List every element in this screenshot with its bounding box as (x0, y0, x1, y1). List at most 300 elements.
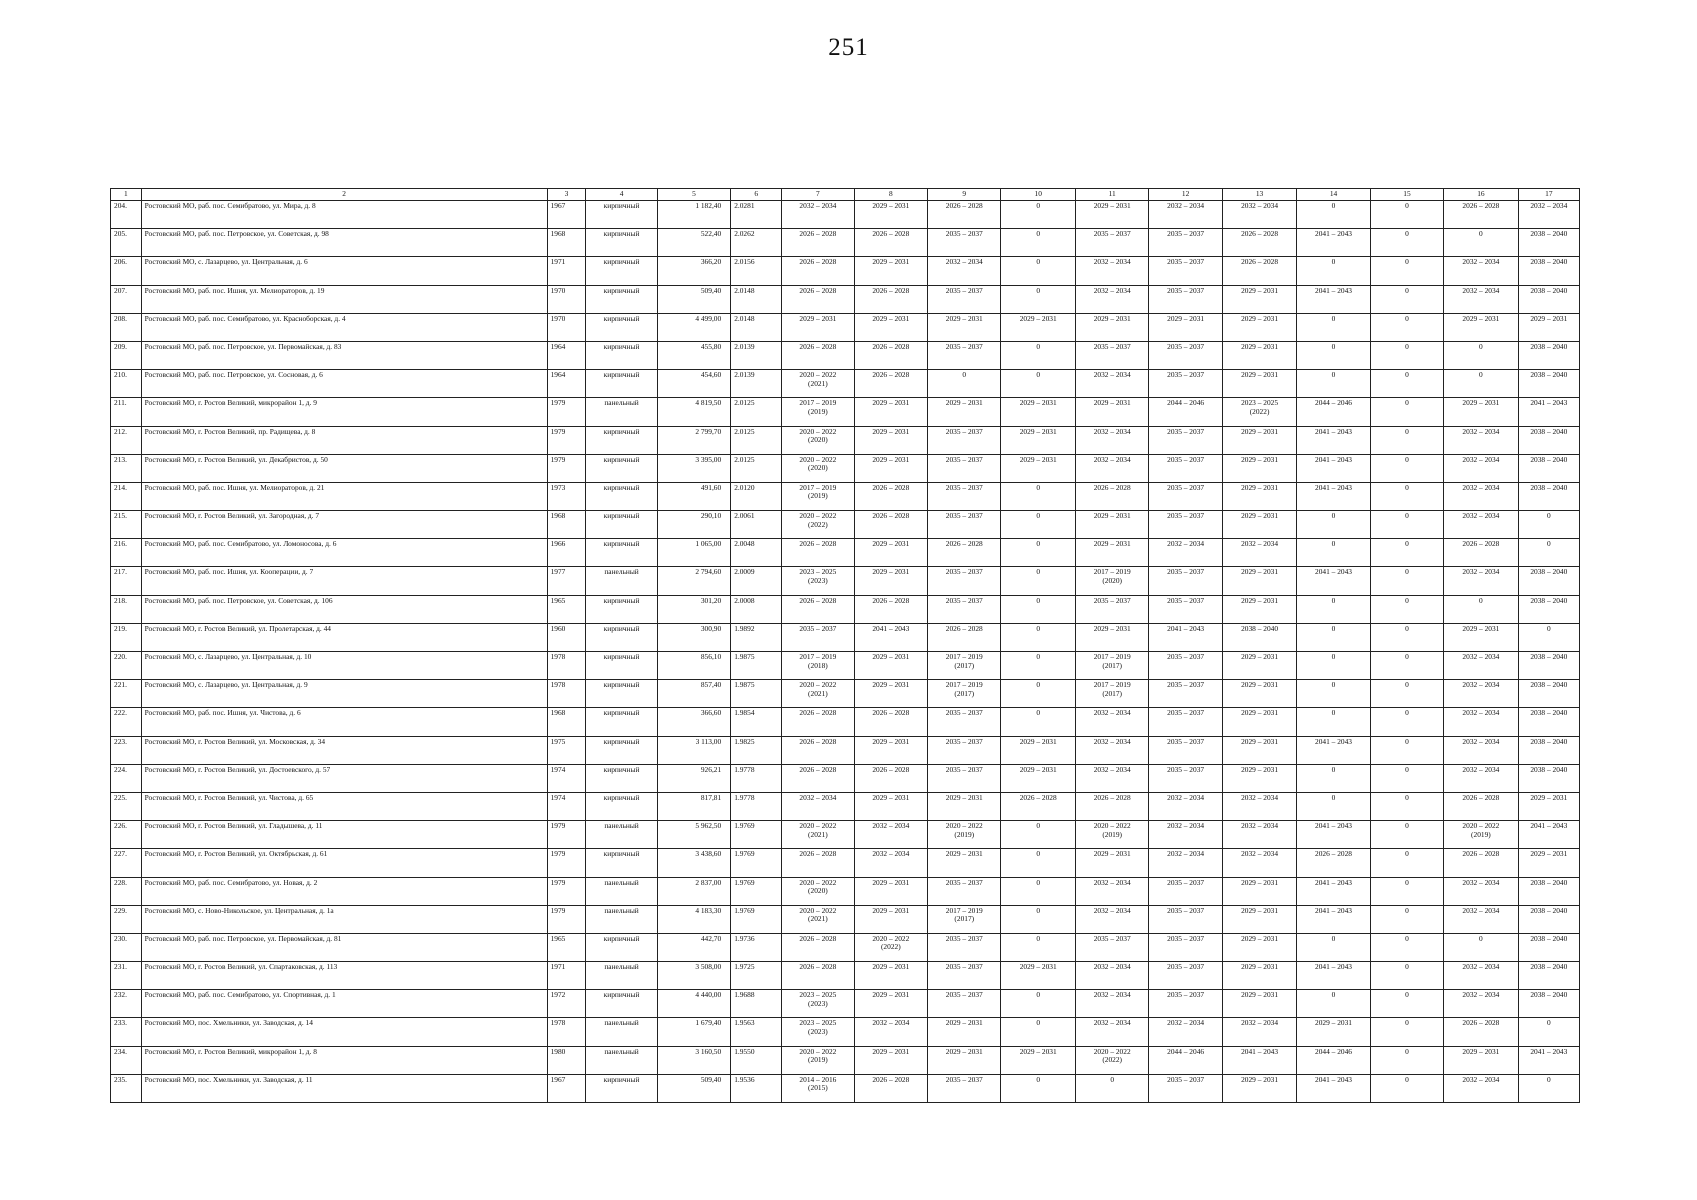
period-cell-13 (1222, 905, 1296, 933)
row-number: 221. (111, 680, 142, 708)
table-row (111, 933, 1580, 961)
period-range: 2029 – 2031 (872, 792, 910, 802)
period-actual-year: (2022) (1102, 1055, 1123, 1065)
address-cell: Ростовский МО, г. Ростов Великий, микрорайон 1, д. 9 (141, 398, 547, 426)
coefficient-cell: 2.0281 (731, 201, 782, 229)
period-range: 0 (1405, 821, 1409, 831)
period-range: 2032 – 2034 (1167, 821, 1205, 831)
period-range: 2029 – 2031 (1241, 285, 1279, 295)
period-cell-12 (1149, 990, 1222, 1018)
address-cell: Ростовский МО, с. Лазарцево, ул. Центральная, д. 9 (141, 680, 547, 708)
period-range: 2032 – 2034 (1462, 962, 1500, 972)
period-cell-10 (1001, 567, 1075, 595)
period-range: 0 (1405, 652, 1409, 661)
period-cell-7 (782, 257, 854, 285)
row-number: 208. (111, 313, 142, 341)
period-cell-7 (782, 623, 854, 651)
period-cell-13 (1222, 623, 1296, 651)
area-cell: 4 183,30 (657, 905, 730, 933)
period-range: 2035 – 2037 (1167, 736, 1205, 746)
address-cell: Ростовский МО, раб. пос. Ишня, ул. Кооперации, д. 7 (141, 567, 547, 595)
year-cell: 1965 (547, 595, 586, 623)
period-range: 2029 – 2031 (1093, 539, 1131, 549)
row-number: 213. (111, 454, 142, 482)
period-range: 2038 – 2040 (1530, 708, 1568, 718)
table-row (111, 680, 1580, 708)
period-range: 2026 – 2028 (1462, 849, 1500, 859)
period-cell-10 (1001, 736, 1075, 764)
period-range: 2029 – 2031 (872, 201, 910, 210)
period-range: 2029 – 2031 (872, 539, 910, 549)
period-range: 0 (1036, 849, 1041, 859)
period-cell-13 (1222, 1046, 1296, 1074)
column-header-7: 7 (782, 189, 854, 201)
table-row (111, 285, 1580, 313)
period-range: 2032 – 2034 (1241, 201, 1279, 210)
period-range: 2032 – 2034 (1241, 1018, 1279, 1028)
period-range: 0 (1036, 595, 1041, 605)
period-range: 2035 – 2037 (1167, 652, 1205, 661)
period-cell-10 (1001, 370, 1075, 398)
period-range: 0 (1405, 877, 1409, 887)
period-cell-10 (1001, 680, 1075, 708)
period-range: 0 (1331, 652, 1336, 661)
material-cell: кирпичный (586, 680, 657, 708)
period-range: 0 (1405, 905, 1409, 915)
area-cell: 3 160,50 (657, 1046, 730, 1074)
period-range: 2041 – 2043 (1315, 736, 1352, 746)
period-cell-10 (1001, 285, 1075, 313)
period-cell-17 (1518, 849, 1579, 877)
period-range: 2029 – 2031 (1241, 736, 1279, 746)
period-range: 2032 – 2034 (1093, 454, 1131, 464)
period-cell-9 (928, 567, 1001, 595)
period-range: 2029 – 2031 (872, 426, 910, 436)
column-header-9: 9 (928, 189, 1001, 201)
period-cell-12 (1149, 285, 1222, 313)
period-cell-12 (1149, 567, 1222, 595)
period-actual-year: (2023) (808, 998, 828, 1008)
period-range: 2029 – 2031 (872, 257, 910, 267)
table-row (111, 370, 1580, 398)
year-cell: 1979 (547, 454, 586, 482)
area-cell: 366,20 (657, 257, 730, 285)
year-cell: 1979 (547, 849, 586, 877)
period-range: 2029 – 2031 (1241, 708, 1279, 718)
period-range: 2041 – 2043 (1315, 877, 1352, 887)
period-range: 2029 – 2031 (1241, 1074, 1279, 1084)
period-actual-year: (2015) (808, 1083, 828, 1093)
period-range: 2032 – 2034 (872, 849, 910, 859)
period-range: 2035 – 2037 (1167, 595, 1205, 605)
period-range: 2032 – 2034 (799, 201, 837, 210)
period-range: 0 (1405, 398, 1409, 408)
period-range: 2029 – 2031 (1093, 849, 1131, 859)
period-cell-12 (1149, 398, 1222, 426)
period-cell-7 (782, 905, 854, 933)
period-cell-10 (1001, 990, 1075, 1018)
period-cell-12 (1149, 426, 1222, 454)
period-cell-11 (1075, 708, 1148, 736)
period-cell-14 (1297, 623, 1370, 651)
period-cell-13 (1222, 1074, 1296, 1102)
period-cell-10 (1001, 313, 1075, 341)
period-cell-10 (1001, 539, 1075, 567)
period-actual-year: (2021) (808, 914, 828, 924)
coefficient-cell: 1.9536 (731, 1074, 782, 1102)
row-number: 219. (111, 623, 142, 651)
period-cell-14 (1297, 652, 1370, 680)
material-cell: кирпичный (586, 933, 657, 961)
period-cell-9 (928, 962, 1001, 990)
period-cell-9 (928, 1018, 1001, 1046)
period-actual-year: (2019) (808, 1055, 828, 1065)
column-header-2: 2 (141, 189, 547, 201)
period-cell-17 (1518, 482, 1579, 510)
period-range: 2032 – 2034 (1462, 482, 1500, 492)
period-cell-14 (1297, 792, 1370, 820)
year-cell: 1979 (547, 398, 586, 426)
period-cell-7 (782, 595, 854, 623)
coefficient-cell: 2.0148 (731, 313, 782, 341)
period-cell-10 (1001, 1074, 1075, 1102)
period-cell-15 (1370, 567, 1443, 595)
period-range: 2029 – 2031 (1019, 426, 1057, 436)
period-cell-10 (1001, 877, 1075, 905)
period-cell-11 (1075, 398, 1148, 426)
area-cell: 454,60 (657, 370, 730, 398)
period-range: 0 (1479, 370, 1483, 380)
period-range: 2038 – 2040 (1530, 341, 1568, 351)
period-cell-11 (1075, 1074, 1148, 1102)
period-range: 2029 – 2031 (872, 905, 910, 915)
coefficient-cell: 1.9854 (731, 708, 782, 736)
period-range: 2026 – 2028 (1462, 201, 1500, 210)
period-cell-10 (1001, 426, 1075, 454)
period-cell-16 (1444, 1074, 1518, 1102)
period-range: 0 (1331, 257, 1336, 267)
period-cell-16 (1444, 229, 1518, 257)
period-cell-9 (928, 595, 1001, 623)
period-cell-10 (1001, 398, 1075, 426)
period-actual-year: (2019) (808, 406, 828, 416)
period-cell-10 (1001, 201, 1075, 229)
period-range: 2026 – 2028 (799, 933, 837, 943)
address-cell: Ростовский МО, с. Лазарцево, ул. Центральная, д. 10 (141, 652, 547, 680)
row-number: 227. (111, 849, 142, 877)
period-cell-14 (1297, 1046, 1370, 1074)
period-cell-10 (1001, 341, 1075, 369)
period-actual-year: (2022) (808, 519, 828, 529)
table-row (111, 905, 1580, 933)
period-cell-11 (1075, 792, 1148, 820)
material-cell: панельный (586, 962, 657, 990)
period-range: 2038 – 2040 (1530, 229, 1568, 239)
period-range: 0 (1331, 539, 1336, 549)
material-cell: панельный (586, 1018, 657, 1046)
area-cell: 2 837,00 (657, 877, 730, 905)
table-header (111, 189, 1580, 201)
period-range: 2026 – 2028 (1093, 482, 1131, 492)
coefficient-cell: 1.9736 (731, 933, 782, 961)
year-cell: 1960 (547, 623, 586, 651)
period-range: 2020 – 2022 (1462, 821, 1500, 831)
period-cell-7 (782, 1018, 854, 1046)
period-cell-8 (854, 877, 927, 905)
period-range: 0 (1405, 792, 1409, 802)
period-cell-10 (1001, 933, 1075, 961)
period-cell-14 (1297, 962, 1370, 990)
period-range: 2029 – 2031 (1462, 1046, 1500, 1056)
year-cell: 1968 (547, 708, 586, 736)
period-range: 2035 – 2037 (945, 285, 983, 295)
coefficient-cell: 2.0139 (731, 370, 782, 398)
period-range: 2029 – 2031 (945, 1018, 983, 1028)
address-cell: Ростовский МО, раб. пос. Ишня, ул. Мелиораторов, д. 21 (141, 482, 547, 510)
area-cell: 926,21 (657, 764, 730, 792)
period-actual-year: (2020) (808, 463, 828, 473)
period-cell-16 (1444, 539, 1518, 567)
period-cell-9 (928, 736, 1001, 764)
period-cell-16 (1444, 652, 1518, 680)
period-cell-9 (928, 341, 1001, 369)
period-actual-year: (2018) (808, 660, 828, 670)
period-range: 2038 – 2040 (1530, 426, 1568, 436)
period-range: 0 (1405, 285, 1409, 295)
period-range: 2035 – 2037 (1093, 595, 1131, 605)
period-cell-7 (782, 680, 854, 708)
coefficient-cell: 1.9875 (731, 652, 782, 680)
address-cell: Ростовский МО, г. Ростов Великий, ул. Декабристов, д. 50 (141, 454, 547, 482)
period-range: 2032 – 2034 (1241, 792, 1279, 802)
period-cell-9 (928, 990, 1001, 1018)
year-cell: 1979 (547, 821, 586, 849)
period-cell-16 (1444, 313, 1518, 341)
period-cell-17 (1518, 1046, 1579, 1074)
period-range: 2020 – 2022 (1093, 821, 1131, 831)
period-range: 0 (1331, 201, 1336, 210)
address-cell: Ростовский МО, раб. пос. Ишня, ул. Мелиораторов, д. 19 (141, 285, 547, 313)
year-cell: 1966 (547, 539, 586, 567)
period-range: 2029 – 2031 (1019, 454, 1057, 464)
period-range: 0 (1405, 1018, 1409, 1028)
coefficient-cell: 1.9825 (731, 736, 782, 764)
address-cell: Ростовский МО, раб. пос. Семибратово, ул. Спортивная, д. 1 (141, 990, 547, 1018)
period-cell-15 (1370, 1018, 1443, 1046)
period-cell-16 (1444, 792, 1518, 820)
table-row (111, 877, 1580, 905)
area-cell: 366,60 (657, 708, 730, 736)
period-cell-15 (1370, 708, 1443, 736)
period-cell-14 (1297, 877, 1370, 905)
period-range: 2032 – 2034 (1462, 736, 1500, 746)
period-cell-14 (1297, 398, 1370, 426)
period-cell-8 (854, 1018, 927, 1046)
period-cell-11 (1075, 285, 1148, 313)
period-cell-14 (1297, 905, 1370, 933)
period-range: 0 (1546, 623, 1551, 633)
column-header-16: 16 (1444, 189, 1518, 201)
period-range: 2032 – 2034 (872, 1018, 910, 1028)
period-cell-13 (1222, 341, 1296, 369)
column-header-6: 6 (731, 189, 782, 201)
period-cell-13 (1222, 454, 1296, 482)
period-range: 2044 – 2046 (1167, 1046, 1205, 1056)
period-range: 2035 – 2037 (1167, 341, 1205, 351)
period-range: 2029 – 2031 (1241, 595, 1279, 605)
period-range: 2035 – 2037 (1167, 285, 1205, 295)
address-cell: Ростовский МО, раб. пос. Петровское, ул. Советская, д. 106 (141, 595, 547, 623)
period-cell-16 (1444, 680, 1518, 708)
row-number: 233. (111, 1018, 142, 1046)
period-range: 2041 – 2043 (1315, 454, 1352, 464)
period-range: 0 (1036, 482, 1041, 492)
period-range: 2029 – 2031 (1019, 764, 1057, 774)
table-row (111, 313, 1580, 341)
period-range: 2035 – 2037 (1167, 877, 1205, 887)
period-cell-15 (1370, 821, 1443, 849)
period-range: 2029 – 2031 (945, 849, 983, 859)
period-range: 2032 – 2034 (1093, 285, 1131, 295)
period-range: 2026 – 2028 (799, 595, 837, 605)
period-range: 2032 – 2034 (1093, 370, 1131, 380)
row-number: 220. (111, 652, 142, 680)
row-number: 228. (111, 877, 142, 905)
period-range: 0 (1110, 1074, 1115, 1084)
period-range: 0 (1546, 539, 1551, 549)
period-cell-16 (1444, 962, 1518, 990)
year-cell: 1979 (547, 905, 586, 933)
period-range: 2032 – 2034 (1093, 877, 1131, 887)
table-row (111, 341, 1580, 369)
period-cell-9 (928, 511, 1001, 539)
period-cell-16 (1444, 426, 1518, 454)
period-cell-11 (1075, 623, 1148, 651)
material-cell: кирпичный (586, 708, 657, 736)
coefficient-cell: 1.9769 (731, 821, 782, 849)
period-cell-9 (928, 539, 1001, 567)
year-cell: 1974 (547, 764, 586, 792)
period-cell-9 (928, 313, 1001, 341)
period-cell-13 (1222, 257, 1296, 285)
period-range: 2026 – 2028 (799, 764, 837, 774)
period-range: 0 (1405, 341, 1409, 351)
period-cell-9 (928, 285, 1001, 313)
period-cell-9 (928, 201, 1001, 229)
period-cell-8 (854, 595, 927, 623)
period-range: 2029 – 2031 (1241, 990, 1279, 1000)
area-cell: 1 182,40 (657, 201, 730, 229)
period-cell-15 (1370, 1074, 1443, 1102)
period-cell-8 (854, 201, 927, 229)
period-range: 2032 – 2034 (1462, 905, 1500, 915)
period-cell-8 (854, 792, 927, 820)
period-cell-9 (928, 821, 1001, 849)
coefficient-cell: 1.9769 (731, 849, 782, 877)
period-cell-15 (1370, 1046, 1443, 1074)
period-cell-14 (1297, 201, 1370, 229)
period-cell-11 (1075, 257, 1148, 285)
area-cell: 857,40 (657, 680, 730, 708)
period-cell-17 (1518, 370, 1579, 398)
year-cell: 1970 (547, 285, 586, 313)
table-body (111, 201, 1580, 1103)
period-range: 2032 – 2034 (1462, 426, 1500, 436)
period-range: 2017 – 2019 (1093, 652, 1131, 661)
period-cell-9 (928, 426, 1001, 454)
period-range: 2020 – 2022 (799, 426, 837, 436)
period-cell-15 (1370, 229, 1443, 257)
period-cell-15 (1370, 257, 1443, 285)
period-range: 2029 – 2031 (872, 1046, 910, 1056)
housing-table-wrapper (110, 188, 1580, 1103)
row-number: 210. (111, 370, 142, 398)
period-cell-9 (928, 1074, 1001, 1102)
area-cell: 3 508,00 (657, 962, 730, 990)
period-range: 0 (1405, 764, 1409, 774)
period-cell-13 (1222, 821, 1296, 849)
period-cell-17 (1518, 201, 1579, 229)
period-cell-8 (854, 764, 927, 792)
period-range: 2014 – 2016 (799, 1074, 837, 1084)
period-range: 2038 – 2040 (1530, 680, 1568, 690)
period-range: 2029 – 2031 (1241, 962, 1279, 972)
period-range: 2017 – 2019 (799, 398, 837, 408)
period-actual-year: (2022) (1249, 406, 1270, 416)
period-cell-12 (1149, 257, 1222, 285)
coefficient-cell: 2.0125 (731, 454, 782, 482)
period-actual-year: (2017) (954, 914, 975, 924)
year-cell: 1974 (547, 792, 586, 820)
period-range: 2035 – 2037 (799, 623, 837, 633)
address-cell: Ростовский МО, с. Ново-Никольское, ул. Центральная, д. 1а (141, 905, 547, 933)
table-row (111, 623, 1580, 651)
period-cell-8 (854, 341, 927, 369)
period-range: 0 (1036, 680, 1041, 690)
period-range: 2029 – 2031 (1093, 511, 1131, 521)
period-range: 2029 – 2031 (1241, 877, 1279, 887)
period-cell-15 (1370, 849, 1443, 877)
coefficient-cell: 2.0139 (731, 341, 782, 369)
period-cell-11 (1075, 849, 1148, 877)
period-range: 2032 – 2034 (1093, 426, 1131, 436)
period-range: 2035 – 2037 (1167, 680, 1205, 690)
period-range: 2026 – 2028 (799, 285, 837, 295)
period-cell-16 (1444, 849, 1518, 877)
table-row (111, 990, 1580, 1018)
address-cell: Ростовский МО, г. Ростов Великий, ул. Загородная, д. 7 (141, 511, 547, 539)
period-cell-17 (1518, 313, 1579, 341)
period-cell-7 (782, 229, 854, 257)
period-cell-17 (1518, 623, 1579, 651)
period-range: 2032 – 2034 (1167, 1018, 1205, 1028)
period-actual-year: (2020) (808, 435, 828, 445)
period-cell-13 (1222, 313, 1296, 341)
period-range: 0 (1331, 792, 1336, 802)
row-number: 234. (111, 1046, 142, 1074)
period-range: 2029 – 2031 (1241, 426, 1279, 436)
table-row (111, 426, 1580, 454)
period-cell-9 (928, 792, 1001, 820)
period-range: 2032 – 2034 (1462, 990, 1500, 1000)
address-cell: Ростовский МО, г. Ростов Великий, ул. Московская, д. 34 (141, 736, 547, 764)
column-header-8: 8 (854, 189, 927, 201)
period-cell-15 (1370, 764, 1443, 792)
period-range: 2032 – 2034 (1530, 201, 1568, 210)
column-header-1: 1 (111, 189, 142, 201)
period-range: 2032 – 2034 (1093, 764, 1131, 774)
period-cell-8 (854, 708, 927, 736)
